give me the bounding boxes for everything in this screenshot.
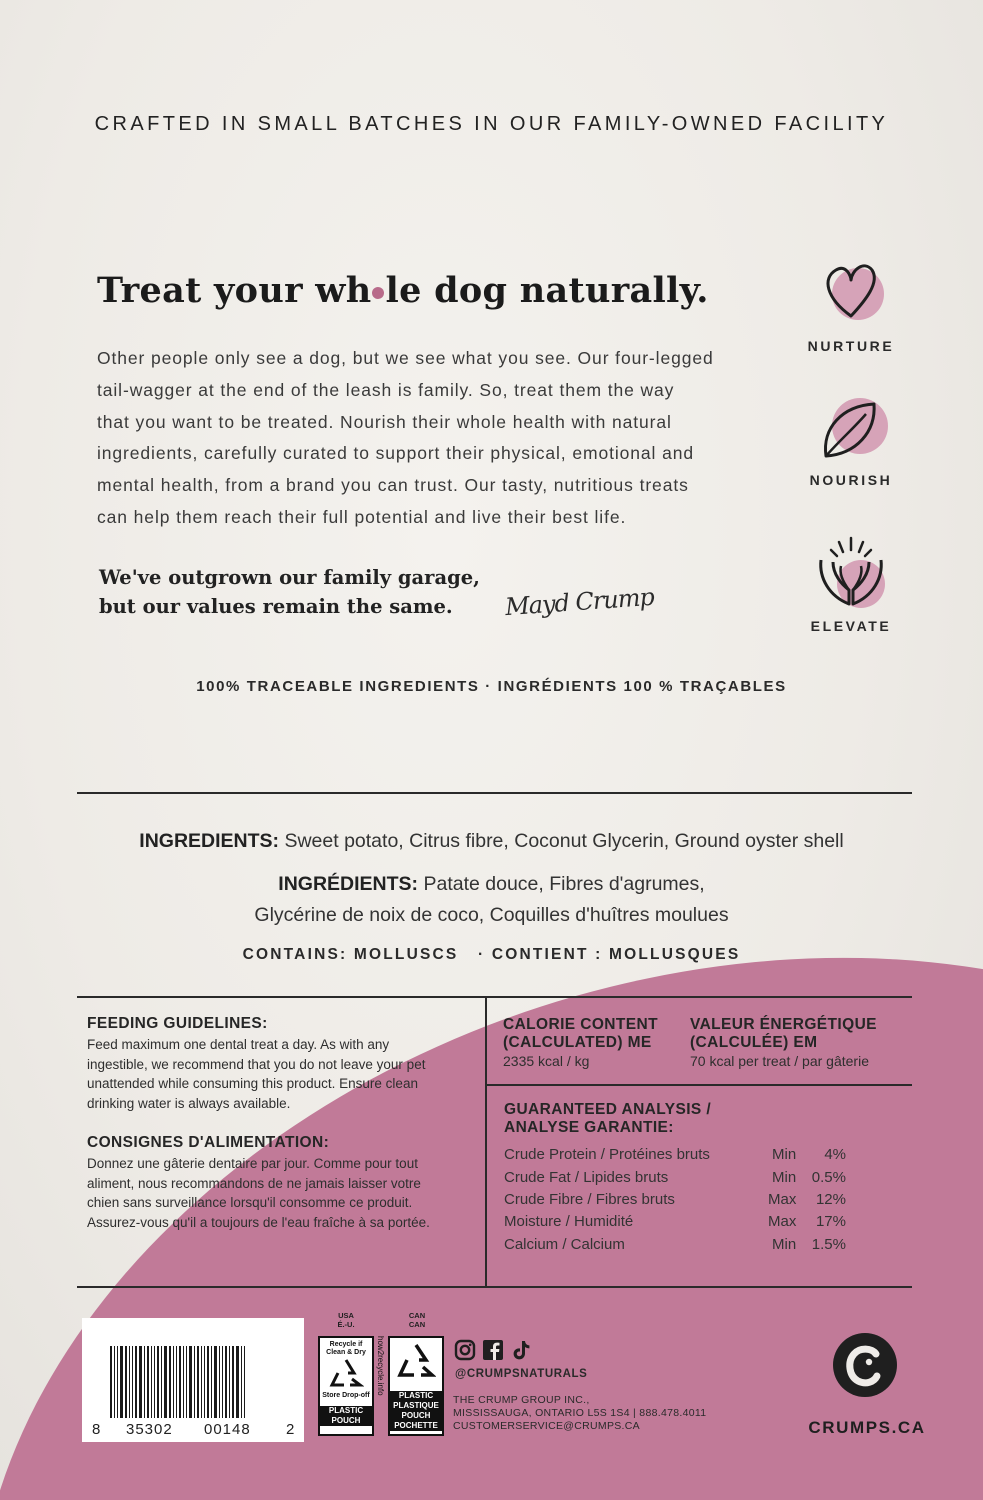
- calorie-title-en-2: (CALCULATED) ME: [503, 1034, 652, 1051]
- barcode-bar: [232, 1346, 234, 1418]
- pillar-label: NURTURE: [807, 338, 895, 354]
- analysis-row: [504, 1191, 864, 1213]
- pochette-text: POCHETTE: [390, 1421, 442, 1431]
- barcode-bar: [125, 1346, 127, 1418]
- barcode-bar: [183, 1346, 184, 1418]
- divider-box-top: [77, 996, 912, 998]
- barcode-bar: [117, 1346, 118, 1418]
- analysis-kind: Min: [772, 1236, 797, 1253]
- feeding-line: drinking water is always available.: [87, 1095, 291, 1111]
- ingredients-fr-line2: Glycérine de noix de coco, Coquilles d'huîtres moulues: [254, 904, 729, 926]
- barcode-bar: [120, 1346, 123, 1418]
- ingredients-fr-label: INGRÉDIENTS:: [278, 873, 419, 895]
- feeding-line: Assurez-vous qu'il a toujours de l'eau fraîche à sa portée.: [87, 1214, 430, 1230]
- barcode-bar: [110, 1346, 112, 1418]
- analysis-name: Crude Protein / Protéines bruts: [504, 1146, 710, 1163]
- calorie-value-en: 2335 kcal / kg: [503, 1053, 590, 1069]
- analysis-value: 12%: [815, 1191, 846, 1208]
- divider-top: [77, 792, 912, 794]
- barcode-bar: [204, 1346, 205, 1418]
- traceable-ingredients-line: 100% TRACEABLE INGREDIENTS · INGRÉDIENTS 100 % TRAÇABLES: [196, 678, 787, 695]
- analysis-kind: Min: [772, 1169, 797, 1186]
- brand-website[interactable]: CRUMPS.CA: [808, 1418, 926, 1437]
- headline-dot-o: [372, 287, 384, 299]
- store-dropoff-text: Store Drop-off: [322, 1392, 370, 1399]
- instagram-icon[interactable]: [454, 1339, 476, 1361]
- barcode-bar: [151, 1346, 152, 1418]
- recycle-icon: [396, 1342, 436, 1380]
- ingredients-en-label: INGREDIENTS:: [139, 830, 280, 852]
- company-address: MISSISSAUGA, ONTARIO L5S 1S4 | 888.478.4011: [453, 1407, 707, 1419]
- analysis-title-1: GUARANTEED ANALYSIS /: [504, 1101, 712, 1118]
- analysis-title: [504, 1101, 711, 1137]
- can-label-fr: CAN: [408, 1320, 426, 1329]
- barcode-bar: [189, 1346, 192, 1418]
- barcode-bar: [144, 1346, 145, 1418]
- social-icons: [454, 1339, 532, 1361]
- values-line-2: but our values remain the same.: [99, 595, 453, 618]
- analysis-kind: Max: [768, 1213, 797, 1230]
- analysis-kind: Min: [772, 1146, 797, 1163]
- barcode-bar: [157, 1346, 159, 1418]
- usa-recycling-label: [318, 1336, 374, 1436]
- can-region-label: [390, 1311, 444, 1329]
- ingredients-fr-text: Patate douce, Fibres d'agrumes,: [418, 873, 705, 895]
- intro-line: mental health, from a brand you can trust. Our tasty, nutritious treats: [97, 475, 689, 496]
- social-handle[interactable]: @CRUMPSNATURALS: [455, 1368, 588, 1380]
- analysis-row: [504, 1236, 864, 1258]
- ingredients-fr: [0, 873, 983, 896]
- barcode-bar: [132, 1346, 133, 1418]
- company-info: [453, 1394, 706, 1433]
- barcode-bar: [225, 1346, 227, 1418]
- barcode-digit-right: 2: [286, 1421, 296, 1438]
- calorie-en: [503, 1016, 688, 1072]
- upc-barcode: [82, 1318, 304, 1442]
- feeding-line: ingestible, we recommend that you do not leave your pet: [87, 1056, 426, 1072]
- analysis-value: 4%: [824, 1146, 846, 1163]
- divider-calorie: [485, 1084, 912, 1086]
- calorie-value-fr: 70 kcal per treat / par gâterie: [690, 1053, 869, 1069]
- calorie-title-fr-2: (CALCULÉE) EM: [690, 1034, 818, 1051]
- usa-region-label: [318, 1311, 374, 1329]
- calorie-fr: [690, 1016, 910, 1072]
- barcode-bar: [129, 1346, 130, 1418]
- headline-part2: le dog naturally.: [385, 270, 709, 311]
- values-line-1: We've outgrown our family garage,: [99, 566, 480, 589]
- allergen-statement: CONTAINS: MOLLUSCS · CONTIENT : MOLLUSQUES: [242, 946, 741, 963]
- analysis-value: 0.5%: [811, 1169, 846, 1186]
- barcode-bar: [207, 1346, 209, 1418]
- intro-line: tail-wagger at the end of the leash is family. So, treat them the way: [97, 379, 675, 400]
- founder-signature: Mayd Crump: [504, 582, 655, 622]
- barcode-bar: [186, 1346, 187, 1418]
- pouch-text: POUCH: [320, 1416, 372, 1426]
- barcode-bar: [179, 1346, 181, 1418]
- barcode-bar: [194, 1346, 195, 1418]
- feeding-line: Feed maximum one dental treat a day. As with any: [87, 1037, 390, 1052]
- feeding-line: aliment, nous recommandons de ne jamais laisser votre: [87, 1175, 421, 1191]
- tiktok-icon[interactable]: [510, 1339, 532, 1361]
- how2recycle-text: how2recycle.info: [376, 1336, 385, 1396]
- recycle-instruction: Recycle if Clean & Dry: [326, 1341, 366, 1356]
- facebook-icon[interactable]: [482, 1339, 504, 1361]
- pillar-label: ELEVATE: [810, 618, 892, 634]
- feeding-guidelines-fr: [87, 1134, 477, 1232]
- ingredients-en-text: Sweet potato, Citrus fibre, Coconut Glycerin, Ground oyster shell: [279, 830, 844, 852]
- barcode-bar: [214, 1346, 217, 1418]
- leaf-icon: [806, 392, 896, 466]
- plastic-text: PLASTIC: [320, 1406, 372, 1416]
- intro-line: Other people only see a dog, but we see what you see. Our four-legged: [97, 348, 714, 368]
- barcode-bar: [139, 1346, 142, 1418]
- crumps-logo-icon: [832, 1332, 898, 1398]
- company-name: THE CRUMP GROUP INC.,: [453, 1394, 590, 1406]
- barcode-bar: [135, 1346, 137, 1418]
- barcode-bar: [244, 1346, 245, 1418]
- intro-line: ingredients, carefully curated to support their physical, emotional and: [97, 443, 694, 464]
- company-email[interactable]: CUSTOMERSERVICE@CRUMPS.CA: [453, 1420, 640, 1432]
- barcode-bar: [197, 1346, 199, 1418]
- hands-icon: [803, 530, 899, 612]
- barcode-bar: [147, 1346, 149, 1418]
- usa-label-fr: É.-U.: [337, 1320, 355, 1329]
- barcode-bar: [164, 1346, 167, 1418]
- calorie-title-en-1: CALORIE CONTENT: [503, 1016, 658, 1033]
- barcode-bar: [241, 1346, 242, 1418]
- barcode-bar: [154, 1346, 155, 1418]
- feeding-line: Donnez une gâterie dentaire par jour. Comme pour tout: [87, 1156, 418, 1171]
- usa-label: USA: [338, 1311, 354, 1320]
- heart-icon: [806, 248, 896, 332]
- plastique-text: PLASTIQUE: [390, 1401, 442, 1411]
- analysis-name: Moisture / Humidité: [504, 1213, 634, 1230]
- analysis-row: [504, 1146, 864, 1168]
- analysis-kind: Max: [768, 1191, 797, 1208]
- feeding-guidelines-en: [87, 1015, 477, 1113]
- analysis-row: [504, 1169, 864, 1191]
- feeding-title-en: FEEDING GUIDELINES:: [87, 1015, 268, 1032]
- barcode-bar: [211, 1346, 212, 1418]
- feeding-text-fr: [87, 1154, 477, 1232]
- barcode-bar: [222, 1346, 223, 1418]
- pillar-elevate: [771, 530, 931, 634]
- plastic-text: PLASTIC: [390, 1391, 442, 1401]
- divider-vertical: [485, 996, 487, 1286]
- analysis-name: Crude Fat / Lipides bruts: [504, 1169, 669, 1186]
- feeding-line: chien sans surveillance lorsqu'il consomme ce produit.: [87, 1195, 413, 1211]
- headline: [97, 270, 709, 311]
- divider-box-bottom: [77, 1286, 912, 1288]
- pillar-label: NOURISH: [809, 472, 893, 488]
- ingredients-en: [0, 830, 983, 853]
- intro-line: can help them reach their full potential and live their best life.: [97, 506, 627, 527]
- pillar-nurture: [771, 248, 931, 354]
- recycle-icon: [328, 1357, 364, 1389]
- crafted-banner: CRAFTED IN SMALL BATCHES IN OUR FAMILY-OWNED FACILITY: [94, 113, 889, 135]
- barcode-bar: [176, 1346, 177, 1418]
- values-statement: [99, 563, 480, 621]
- barcode-bar: [173, 1346, 174, 1418]
- barcode-bar: [201, 1346, 202, 1418]
- barcode-digit-left: 8: [92, 1421, 102, 1438]
- feeding-text-en: [87, 1035, 477, 1113]
- barcode-bar: [236, 1346, 239, 1418]
- barcode-bar: [161, 1346, 162, 1418]
- feeding-line: unattended while consuming this product. Ensure clean: [87, 1076, 418, 1092]
- barcode-digits-2: 00148: [204, 1421, 251, 1438]
- barcode-bar: [229, 1346, 230, 1418]
- intro-line: that you want to be treated. Nourish their whole health with natural: [97, 411, 672, 432]
- analysis-title-2: ANALYSE GARANTIE:: [504, 1119, 674, 1136]
- barcode-bar: [219, 1346, 220, 1418]
- analysis-name: Calcium / Calcium: [504, 1236, 625, 1253]
- pouch-text: POUCH: [390, 1411, 442, 1421]
- barcode-bars: [110, 1346, 282, 1418]
- barcode-bar: [114, 1346, 115, 1418]
- barcode-digits-1: 35302: [126, 1421, 173, 1438]
- can-recycling-label: [388, 1336, 444, 1436]
- feeding-title-fr: CONSIGNES D'ALIMENTATION:: [87, 1134, 330, 1151]
- intro-paragraph: [97, 343, 757, 534]
- analysis-row: [504, 1213, 864, 1235]
- analysis-value: 1.5%: [811, 1236, 846, 1253]
- headline-part1: Treat your wh: [97, 270, 372, 311]
- barcode-bar: [169, 1346, 171, 1418]
- analysis-name: Crude Fibre / Fibres bruts: [504, 1191, 675, 1208]
- calorie-title-fr-1: VALEUR ÉNERGÉTIQUE: [690, 1016, 877, 1033]
- can-label: CAN: [408, 1311, 426, 1320]
- analysis-value: 17%: [815, 1213, 846, 1230]
- pillar-nourish: [771, 392, 931, 488]
